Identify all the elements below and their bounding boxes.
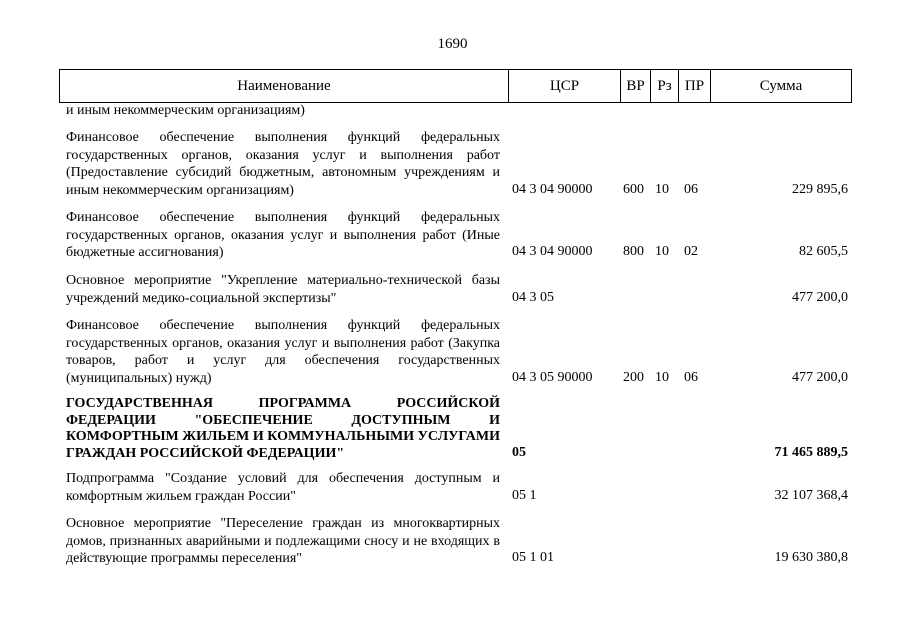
row-vr: 800 — [623, 244, 644, 259]
row-csr: 05 — [512, 445, 526, 460]
row-pr: 06 — [684, 370, 698, 385]
continuation-text: и иным некоммерческим организациям) — [66, 103, 305, 118]
page-number: 1690 — [437, 36, 468, 52]
row-csr: 04 3 04 90000 — [512, 182, 593, 197]
row-name: Финансовое обеспечение выполнения функций федеральных государственных органов, оказания услуг и выполнения работ (Предоставление субсидий бюджетным, автономным учреждениям и иным некоммерческим организациям) — [66, 130, 500, 198]
row-rz: 10 — [655, 182, 669, 197]
row-pr: 02 — [684, 244, 698, 259]
header-name: Наименование — [237, 78, 331, 94]
row-csr: 05 1 01 — [512, 550, 554, 565]
row-sum: 32 107 368,4 — [774, 488, 848, 503]
header-sum: Сумма — [710, 70, 851, 102]
row-rz: 10 — [655, 244, 669, 259]
table-header — [59, 69, 852, 103]
row-sum: 477 200,0 — [792, 290, 848, 305]
row-sum: 229 895,6 — [792, 182, 848, 197]
row-name: Основное мероприятие "Укрепление материально-технической базы учреждений медико-социальной экспертизы" — [66, 273, 500, 306]
row-sum: 71 465 889,5 — [774, 445, 848, 460]
header-rz: Рз — [650, 70, 678, 102]
row-vr: 200 — [623, 370, 644, 385]
row-name: Основное мероприятие "Переселение граждан из многоквартирных домов, признанных аварийными и подлежащими сносу и не входящих в действующие программы переселения" — [66, 516, 500, 566]
row-csr: 04 3 04 90000 — [512, 244, 593, 259]
header-vr: ВР — [620, 70, 650, 102]
header-pr: ПР — [678, 70, 710, 102]
row-sum: 19 630 380,8 — [774, 550, 848, 565]
row-name: Финансовое обеспечение выполнения функций федеральных государственных органов, оказания услуг и выполнения работ (Закупка товаров, работ и услуг для обеспечения государственных (муниципальных) нужд) — [66, 318, 500, 386]
header-csr: ЦСР — [508, 70, 620, 102]
row-sum: 477 200,0 — [792, 370, 848, 385]
row-csr: 05 1 — [512, 488, 537, 503]
row-name: ГОСУДАРСТВЕННАЯ ПРОГРАММА РОССИЙСКОЙ ФЕДЕРАЦИИ "ОБЕСПЕЧЕНИЕ ДОСТУПНЫМ И КОМФОРТНЫМ ЖИЛЬЕМ И КОММУНАЛЬНЫМИ УСЛУГАМИ ГРАЖДАН РОССИЙСКОЙ ФЕДЕРАЦИИ" — [66, 396, 500, 461]
row-vr: 600 — [623, 182, 644, 197]
row-rz: 10 — [655, 370, 669, 385]
row-name: Подпрограмма "Создание условий для обеспечения доступным и комфортным жильем граждан России" — [66, 471, 500, 504]
row-pr: 06 — [684, 182, 698, 197]
row-csr: 04 3 05 — [512, 290, 554, 305]
row-sum: 82 605,5 — [799, 244, 848, 259]
row-name: Финансовое обеспечение выполнения функций федеральных государственных органов, оказания услуг и выполнения работ (Иные бюджетные ассигнования) — [66, 210, 500, 260]
row-csr: 04 3 05 90000 — [512, 370, 593, 385]
